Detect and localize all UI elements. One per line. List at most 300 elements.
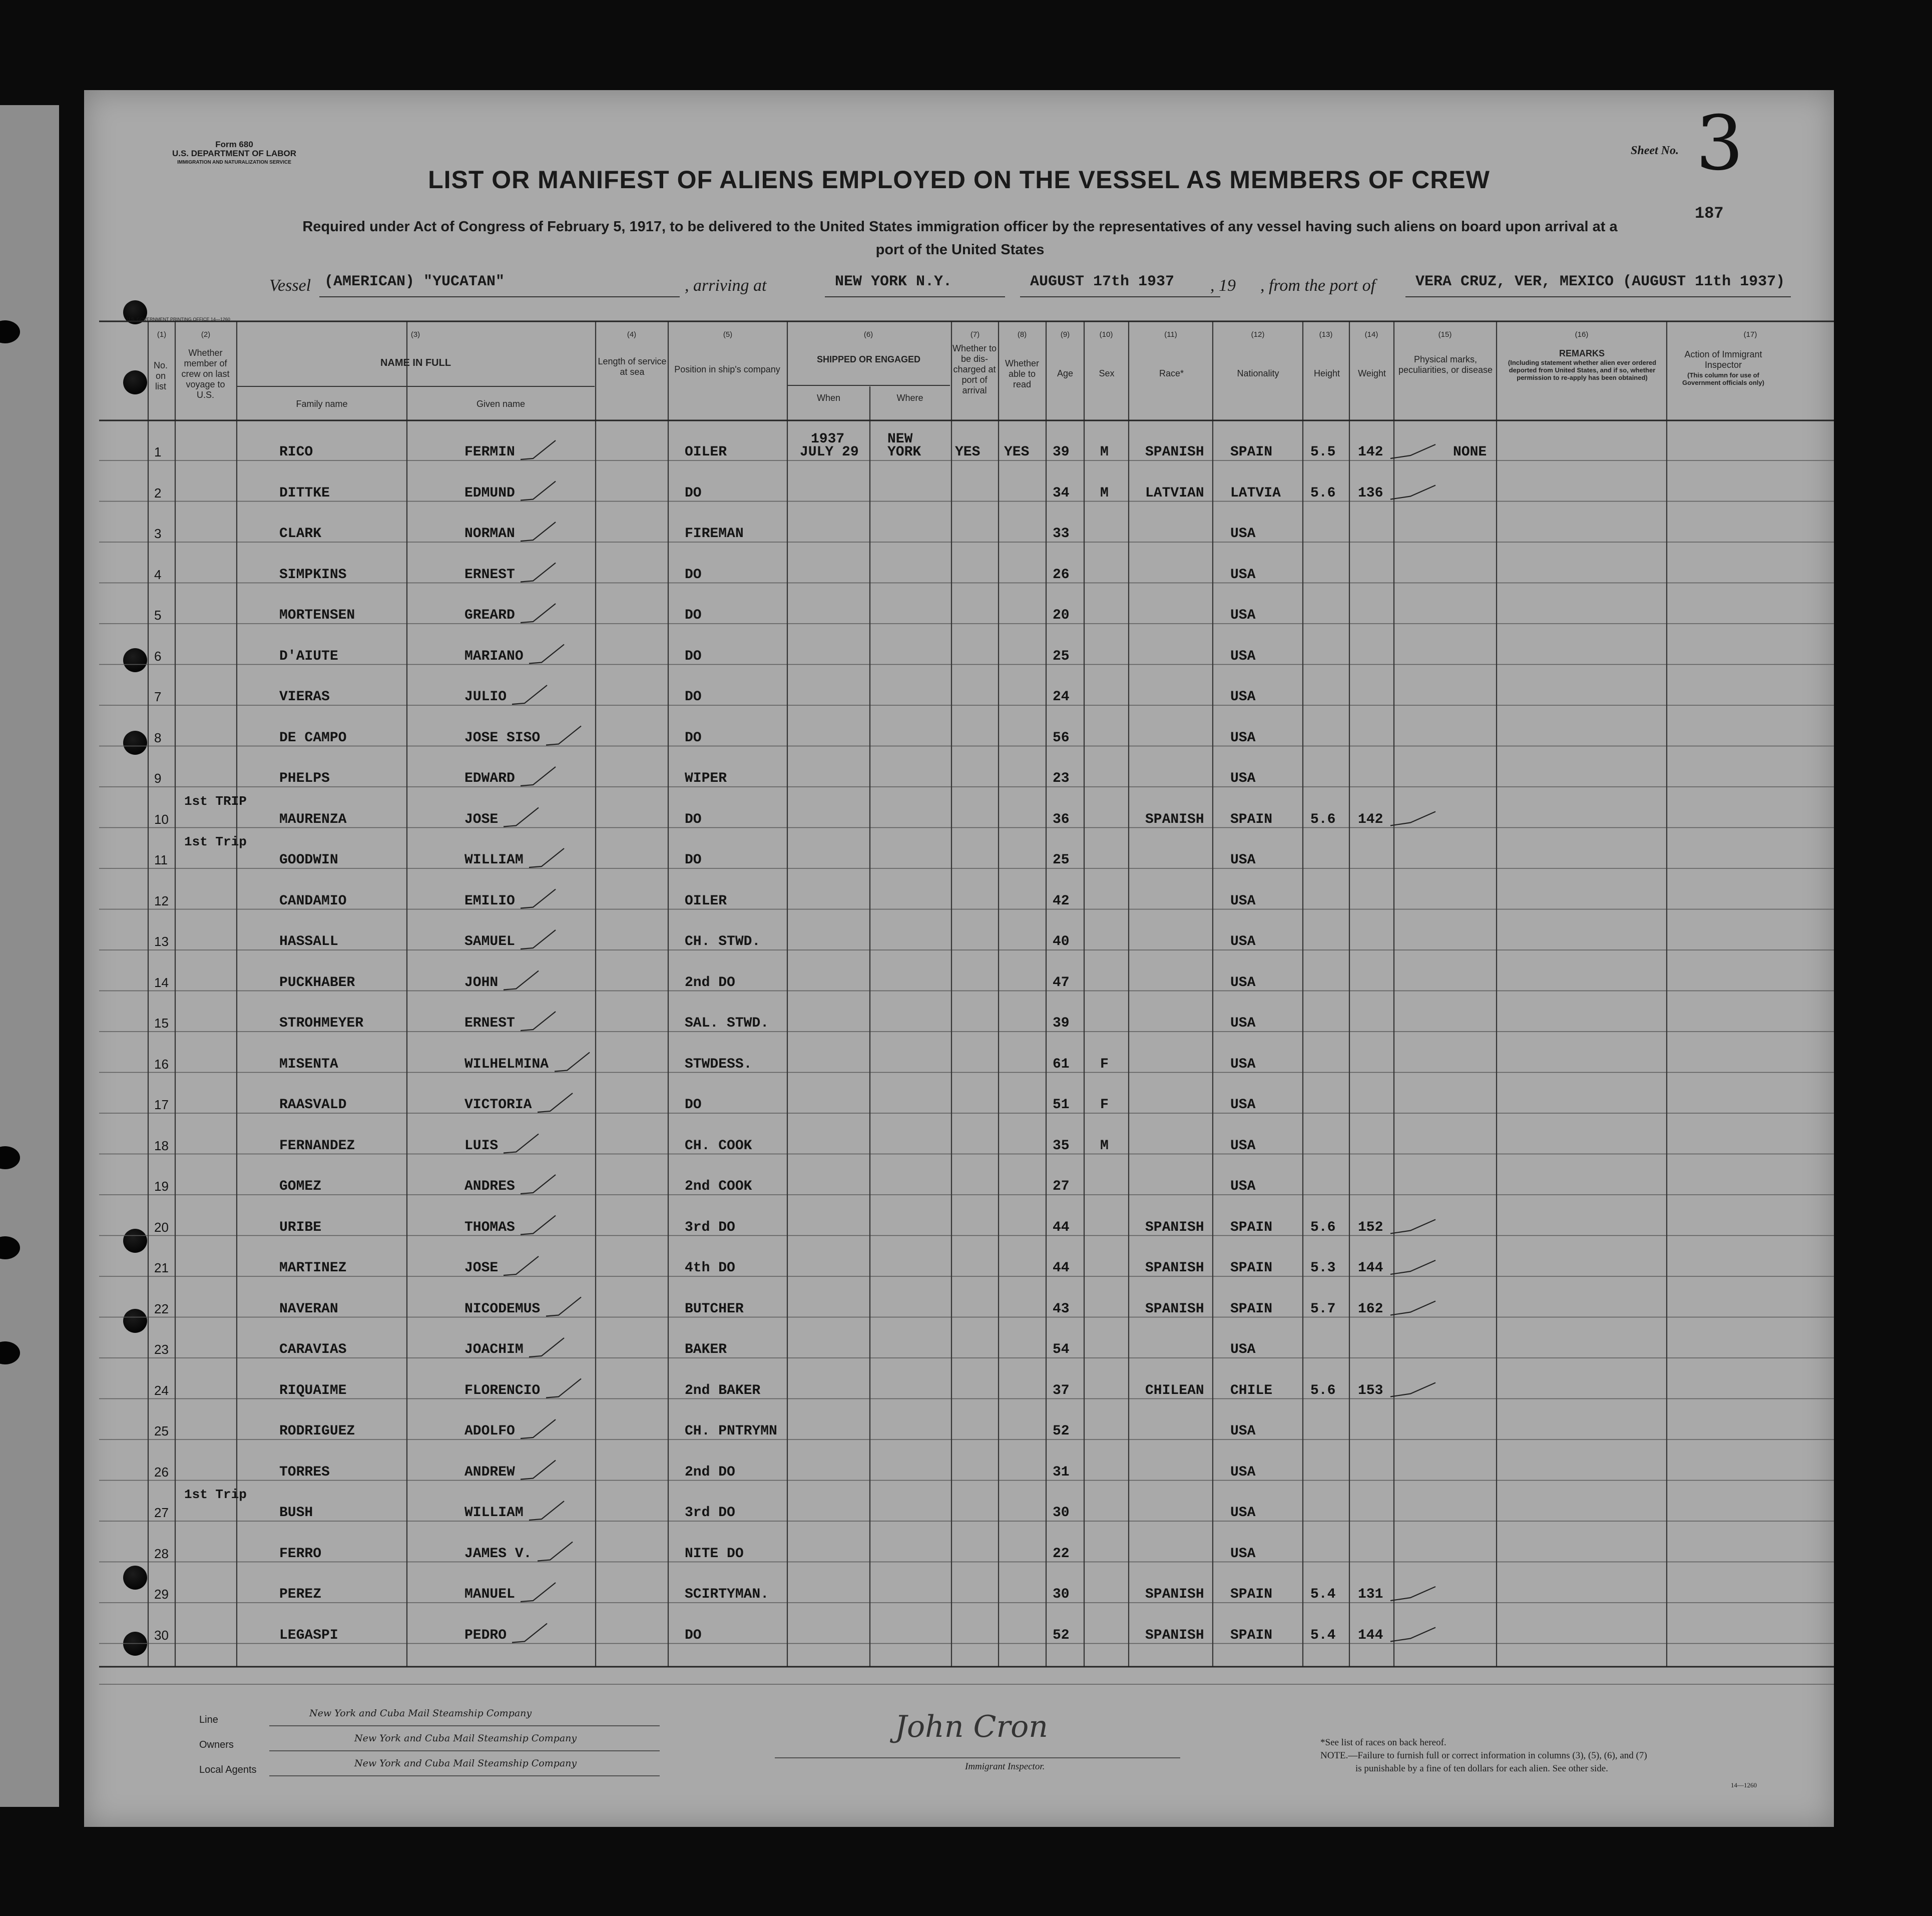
nationality: USA — [1230, 1505, 1256, 1521]
position: DO — [685, 689, 702, 705]
age: 47 — [1053, 975, 1070, 991]
family-name: MORTENSEN — [279, 608, 355, 623]
last-voyage: 1st Trip — [184, 1487, 247, 1502]
able-to-read: YES — [1004, 444, 1030, 460]
punch-hole — [123, 370, 147, 394]
height: 5.6 — [1310, 1382, 1336, 1398]
family-name: HASSALL — [279, 934, 338, 949]
row-number: 30 — [154, 1627, 169, 1643]
line-value: New York and Cuba Mail Steamship Company — [309, 1708, 532, 1719]
position: CH. STWD. — [685, 934, 761, 949]
position: DO — [685, 608, 702, 623]
race: CHILEAN — [1145, 1382, 1204, 1398]
given-name: GREARD — [464, 608, 515, 623]
header-where: Where — [896, 393, 923, 403]
given-name: ERNEST — [464, 1016, 515, 1031]
age: 39 — [1053, 1016, 1070, 1031]
check-mark — [529, 1501, 564, 1520]
shipped-when: JULY 29 — [800, 444, 859, 460]
check-mark — [521, 1175, 556, 1194]
position: DO — [685, 567, 702, 583]
footer-rules — [269, 1712, 660, 1777]
vessel-name: (AMERICAN) "YUCATAN" — [324, 273, 505, 290]
check-mark — [521, 1012, 556, 1031]
position: BUTCHER — [685, 1301, 744, 1317]
shipped-where-top: NEW — [887, 431, 913, 447]
position: DO — [685, 485, 702, 501]
stamp-number: 187 — [1695, 204, 1724, 223]
age: 39 — [1053, 444, 1070, 460]
family-name: PHELPS — [279, 771, 330, 786]
punch-hole — [123, 648, 147, 672]
row-number: 29 — [154, 1587, 169, 1602]
row-number: 13 — [154, 934, 169, 949]
inspector-signature: John Cron — [895, 1709, 1048, 1744]
given-name: JULIO — [464, 689, 507, 705]
header-when: When — [816, 393, 841, 403]
height: 5.6 — [1310, 811, 1336, 827]
height: 5.6 — [1310, 485, 1336, 501]
from-label: , from the port of — [1260, 276, 1376, 295]
header-remarks: REMARKS — [1559, 348, 1605, 358]
row-number: 17 — [154, 1097, 169, 1112]
check-mark — [546, 726, 581, 745]
family-name: TORRES — [279, 1464, 330, 1480]
row-number: 5 — [154, 608, 162, 623]
weight: 136 — [1358, 485, 1383, 501]
nationality: USA — [1230, 893, 1256, 909]
nationality: USA — [1230, 1056, 1256, 1072]
family-name: VIERAS — [279, 689, 330, 705]
nationality: USA — [1230, 1179, 1256, 1194]
column-number: (6) — [863, 330, 873, 339]
row-number: 23 — [154, 1342, 169, 1357]
position: WIPER — [685, 771, 727, 786]
height: 5.3 — [1310, 1260, 1336, 1276]
fine-note-1: NOTE.—Failure to furnish full or correct information in columns (3), (5), (6), and (7) — [1320, 1750, 1647, 1761]
age: 44 — [1053, 1260, 1070, 1276]
age: 24 — [1053, 689, 1070, 705]
age: 43 — [1053, 1301, 1070, 1317]
given-name: NICODEMUS — [464, 1301, 541, 1317]
position: SCIRTYMAN. — [685, 1587, 769, 1602]
column-number: (3) — [410, 330, 420, 339]
height: 5.6 — [1310, 1219, 1336, 1235]
nationality: SPAIN — [1230, 1260, 1273, 1276]
nationality: SPAIN — [1230, 1219, 1273, 1235]
given-name: JOSE SISO — [464, 730, 541, 746]
given-name: EDWARD — [464, 771, 515, 786]
punch-hole — [123, 1309, 147, 1333]
family-name: LEGASPI — [279, 1627, 338, 1643]
given-name: FERMIN — [464, 444, 515, 460]
weight: 152 — [1358, 1219, 1383, 1235]
binder-hole — [0, 320, 20, 343]
races-note: *See list of races on back hereof. — [1320, 1737, 1446, 1748]
column-number: (16) — [1575, 330, 1589, 339]
check-mark — [529, 1338, 564, 1357]
header-age: Age — [1057, 368, 1074, 378]
given-name: PEDRO — [464, 1627, 507, 1643]
subtitle — [159, 215, 1761, 261]
row-number: 20 — [154, 1219, 169, 1235]
header-family-name: Family name — [296, 399, 348, 409]
nationality: USA — [1230, 771, 1256, 786]
row-number: 9 — [154, 771, 162, 786]
position: CH. COOK — [685, 1138, 752, 1154]
sheet-label: Sheet No. — [1631, 144, 1679, 157]
weight: 144 — [1358, 1627, 1383, 1643]
department: U.S. DEPARTMENT OF LABOR — [172, 149, 297, 158]
nationality: USA — [1230, 1097, 1256, 1113]
subtitle-line-1: Required under Act of Congress of February 5, 1917, to be delivered to the United States immigration officer by the representatives of any vessel having such aliens on board upon arrival at a — [302, 219, 1618, 235]
header-remarks-sub: (Including statement whether alien ever ordered deported from United States, and if so, whether permission to re-apply has been obtained) — [1508, 359, 1657, 381]
given-name: EMILIO — [464, 893, 515, 909]
row-number: 2 — [154, 485, 162, 501]
family-name: MISENTA — [279, 1056, 338, 1072]
position: DO — [685, 648, 702, 664]
column-number: (4) — [627, 330, 637, 339]
header-race: Race* — [1159, 368, 1184, 378]
row-number: 11 — [154, 852, 168, 867]
row-number: 22 — [154, 1301, 169, 1316]
nationality: USA — [1230, 852, 1256, 868]
check-mark — [521, 767, 556, 786]
binder-hole — [0, 1236, 20, 1259]
weight: 162 — [1358, 1301, 1383, 1317]
age: 20 — [1053, 608, 1070, 623]
age: 30 — [1053, 1587, 1070, 1602]
given-name: SAMUEL — [464, 934, 515, 949]
nationality: USA — [1230, 526, 1256, 542]
check-mark — [1390, 486, 1435, 500]
race: SPANISH — [1145, 1301, 1204, 1317]
check-mark — [546, 1297, 581, 1316]
header-length-service: Length of service at sea — [598, 356, 667, 377]
header-given-name: Given name — [476, 399, 526, 409]
row-number: 19 — [154, 1179, 169, 1194]
position: 2nd DO — [685, 1464, 735, 1480]
age: 52 — [1053, 1627, 1070, 1643]
nationality: USA — [1230, 608, 1256, 623]
race: SPANISH — [1145, 444, 1204, 460]
nationality: USA — [1230, 1138, 1256, 1154]
given-name: WILLIAM — [464, 852, 524, 868]
owners-label: Owners — [199, 1739, 234, 1750]
check-mark — [504, 1134, 539, 1153]
header-action: Action of Immigrant Inspector — [1684, 349, 1762, 370]
family-name: RAASVALD — [279, 1097, 347, 1113]
height: 5.4 — [1310, 1587, 1336, 1602]
check-mark — [504, 971, 539, 990]
family-name: DITTKE — [279, 485, 330, 501]
position: NITE DO — [685, 1546, 744, 1562]
row-number: 24 — [154, 1382, 169, 1398]
age: 42 — [1053, 893, 1070, 909]
arrival-date: AUGUST 17th 1937 — [1030, 273, 1175, 290]
position: DO — [685, 852, 702, 868]
check-mark — [529, 848, 564, 867]
race: SPANISH — [1145, 1260, 1204, 1276]
column-number: (1) — [157, 330, 167, 339]
height: 5.4 — [1310, 1627, 1336, 1643]
given-name: JAMES V. — [464, 1546, 532, 1562]
age: 26 — [1053, 567, 1070, 583]
subtitle-line-2: port of the United States — [875, 242, 1045, 258]
weight: 153 — [1358, 1382, 1383, 1398]
weight: 142 — [1358, 444, 1383, 460]
age: 25 — [1053, 852, 1070, 868]
header-nationality: Nationality — [1237, 368, 1279, 378]
header-no-on-list: No. on list — [153, 360, 168, 391]
from-port: VERA CRUZ, VER, MEXICO (AUGUST 11th 1937) — [1415, 273, 1785, 290]
age: 30 — [1053, 1505, 1070, 1521]
position: 3rd DO — [685, 1505, 735, 1521]
column-number: (17) — [1743, 330, 1757, 339]
punch-hole — [123, 1566, 147, 1590]
age: 35 — [1053, 1138, 1070, 1154]
inspector-label: Immigrant Inspector. — [965, 1761, 1045, 1772]
header-name-in-full: NAME IN FULL — [380, 357, 451, 368]
check-mark — [1390, 1628, 1435, 1642]
family-name: BUSH — [279, 1505, 313, 1521]
family-name: DE CAMPO — [279, 730, 347, 746]
column-number: (5) — [723, 330, 733, 339]
check-mark — [521, 1583, 556, 1602]
family-name: CANDAMIO — [279, 893, 347, 909]
check-mark — [1390, 1587, 1435, 1601]
header-physical: Physical marks, peculiarities, or disease — [1398, 354, 1493, 375]
sex: F — [1100, 1097, 1109, 1113]
punch-hole — [123, 1229, 147, 1253]
position: CH. PNTRYMN — [685, 1423, 777, 1439]
check-mark — [521, 563, 556, 582]
family-name: RIQUAIME — [279, 1382, 347, 1398]
family-name: MARTINEZ — [279, 1260, 347, 1276]
header-able-read: Whether able to read — [1005, 358, 1040, 389]
sheet-number: 3 — [1696, 100, 1744, 187]
family-name: FERNANDEZ — [279, 1138, 355, 1154]
sex: M — [1100, 485, 1109, 501]
given-name: EDMUND — [464, 485, 515, 501]
from-rule — [1405, 296, 1791, 297]
given-name: NORMAN — [464, 526, 515, 542]
family-name: CARAVIAS — [279, 1342, 347, 1357]
age: 44 — [1053, 1219, 1070, 1235]
row-number: 12 — [154, 893, 169, 908]
column-number: (12) — [1251, 330, 1265, 339]
position: 2nd COOK — [685, 1179, 752, 1194]
form-number: Form 680 — [215, 140, 253, 149]
age: 61 — [1053, 1056, 1070, 1072]
row-number: 8 — [154, 730, 162, 745]
family-name: RODRIGUEZ — [279, 1423, 355, 1439]
age: 25 — [1053, 648, 1070, 664]
nationality: USA — [1230, 567, 1256, 583]
vessel-rule — [319, 296, 680, 297]
header-shipped: SHIPPED OR ENGAGED — [816, 354, 921, 364]
form-number-block — [159, 140, 309, 167]
agents-value: New York and Cuba Mail Steamship Company — [354, 1758, 577, 1769]
height: 5.7 — [1310, 1301, 1336, 1317]
check-mark — [521, 604, 556, 623]
printer-note: U.S. GOVERNMENT PRINTING OFFICE 14—1260 — [127, 317, 230, 322]
check-mark — [1390, 1220, 1435, 1234]
row-number: 15 — [154, 1016, 169, 1031]
given-name: JOSE — [464, 1260, 499, 1276]
page-title: LIST OR MANIFEST OF ALIENS EMPLOYED ON THE VESSEL AS MEMBERS OF CREW — [428, 166, 1490, 194]
nationality: USA — [1230, 648, 1256, 664]
position: 3rd DO — [685, 1219, 735, 1235]
row-number: 6 — [154, 648, 162, 664]
vessel-line — [269, 273, 1791, 301]
row-number: 7 — [154, 689, 162, 704]
given-name: THOMAS — [464, 1219, 515, 1235]
nationality: LATVIA — [1230, 485, 1281, 501]
given-name: MARIANO — [464, 648, 524, 664]
check-mark — [512, 1624, 547, 1643]
column-number: (13) — [1319, 330, 1333, 339]
check-mark — [529, 645, 564, 664]
family-name: MAURENZA — [279, 811, 347, 827]
header-sex: Sex — [1099, 368, 1115, 378]
check-mark — [504, 808, 539, 827]
given-name: ANDREW — [464, 1464, 515, 1480]
nationality: USA — [1230, 934, 1256, 949]
given-name: FLORENCIO — [464, 1382, 541, 1398]
shipped-where: YORK — [887, 444, 921, 460]
column-number: (2) — [201, 330, 211, 339]
adjacent-page-edge — [0, 105, 59, 1807]
nationality: USA — [1230, 1423, 1256, 1439]
given-name: LUIS — [464, 1138, 499, 1154]
form-code: 14—1260 — [1731, 1781, 1757, 1789]
row-number: 27 — [154, 1505, 169, 1520]
row-number: 18 — [154, 1138, 169, 1153]
check-mark — [1390, 1301, 1435, 1315]
date-rule — [1020, 296, 1220, 297]
family-name: RICO — [279, 444, 313, 460]
age: 23 — [1053, 771, 1070, 786]
check-mark — [512, 685, 547, 704]
row-number: 21 — [154, 1260, 169, 1275]
line-label: Line — [199, 1714, 218, 1725]
position: SAL. STWD. — [685, 1016, 769, 1031]
header-discharged: Whether to be dis-charged at port of arrival — [952, 343, 997, 395]
column-number: (9) — [1060, 330, 1070, 339]
column-number: (10) — [1099, 330, 1113, 339]
check-mark — [555, 1053, 590, 1072]
age: 36 — [1053, 811, 1070, 827]
binder-hole — [0, 1341, 20, 1364]
physical-marks: NONE — [1453, 444, 1487, 460]
age: 37 — [1053, 1382, 1070, 1398]
position: DO — [685, 811, 702, 827]
check-mark — [521, 1461, 556, 1480]
check-mark — [1390, 444, 1435, 458]
manifest-sheet — [84, 90, 1834, 1827]
position: BAKER — [685, 1342, 727, 1357]
header-height: Height — [1313, 368, 1340, 378]
given-name: WILHELMINA — [464, 1056, 549, 1072]
nationality: SPAIN — [1230, 1587, 1273, 1602]
sex: M — [1100, 1138, 1109, 1154]
column-number: (11) — [1164, 330, 1177, 339]
nationality: CHILE — [1230, 1382, 1273, 1398]
nationality: USA — [1230, 689, 1256, 705]
row-number: 16 — [154, 1056, 169, 1072]
nationality: USA — [1230, 1464, 1256, 1480]
check-mark — [538, 1093, 573, 1112]
family-name: PEREZ — [279, 1587, 322, 1602]
family-name: CLARK — [279, 526, 322, 542]
position: 2nd BAKER — [685, 1382, 761, 1398]
race: SPANISH — [1145, 1219, 1204, 1235]
nationality: SPAIN — [1230, 1301, 1273, 1317]
race: SPANISH — [1145, 1627, 1204, 1643]
nationality: SPAIN — [1230, 1627, 1273, 1643]
position: STWDESS. — [685, 1056, 752, 1072]
family-name: GOMEZ — [279, 1179, 322, 1194]
check-mark — [521, 889, 556, 908]
row-number: 10 — [154, 811, 169, 827]
position: DO — [685, 1627, 702, 1643]
age: 54 — [1053, 1342, 1070, 1357]
header-weight: Weight — [1358, 368, 1386, 378]
nationality: USA — [1230, 1342, 1256, 1357]
check-mark — [538, 1542, 573, 1561]
given-name: ANDRES — [464, 1179, 515, 1194]
row-number: 25 — [154, 1423, 169, 1439]
age: 40 — [1053, 934, 1070, 949]
fine-note-2: is punishable by a fine of ten dollars for each alien. See other side. — [1355, 1763, 1608, 1774]
family-name: URIBE — [279, 1219, 322, 1235]
header-member-last-voyage: Whether member of crew on last voyage to U.S. — [181, 348, 230, 400]
given-name: MANUEL — [464, 1587, 515, 1602]
row-number: 4 — [154, 567, 162, 582]
row-number: 26 — [154, 1464, 169, 1480]
check-mark — [521, 1419, 556, 1439]
given-name: ADOLFO — [464, 1423, 515, 1439]
check-mark — [521, 482, 556, 501]
family-name: GOODWIN — [279, 852, 338, 868]
given-name: WILLIAM — [464, 1505, 524, 1521]
arriving-port: NEW YORK N.Y. — [835, 273, 952, 290]
check-mark — [521, 522, 556, 541]
year-label: , 19 — [1210, 276, 1236, 295]
column-number: (14) — [1364, 330, 1378, 339]
check-mark — [1390, 812, 1435, 826]
nationality: USA — [1230, 730, 1256, 746]
row-number: 1 — [154, 444, 162, 459]
row-number: 3 — [154, 526, 162, 541]
race: SPANISH — [1145, 811, 1204, 827]
check-mark — [521, 440, 556, 459]
nationality: SPAIN — [1230, 811, 1273, 827]
age: 56 — [1053, 730, 1070, 746]
port-rule — [825, 296, 1005, 297]
given-name: VICTORIA — [464, 1097, 532, 1113]
family-name: D'AIUTE — [279, 648, 338, 664]
family-name: NAVERAN — [279, 1301, 338, 1317]
service: IMMIGRATION AND NATURALIZATION SERVICE — [177, 160, 291, 165]
age: 52 — [1053, 1423, 1070, 1439]
position: OILER — [685, 893, 727, 909]
check-mark — [521, 1216, 556, 1235]
position: FIREMAN — [685, 526, 744, 542]
shipped-year: 1937 — [811, 431, 845, 447]
nationality: SPAIN — [1230, 444, 1273, 460]
